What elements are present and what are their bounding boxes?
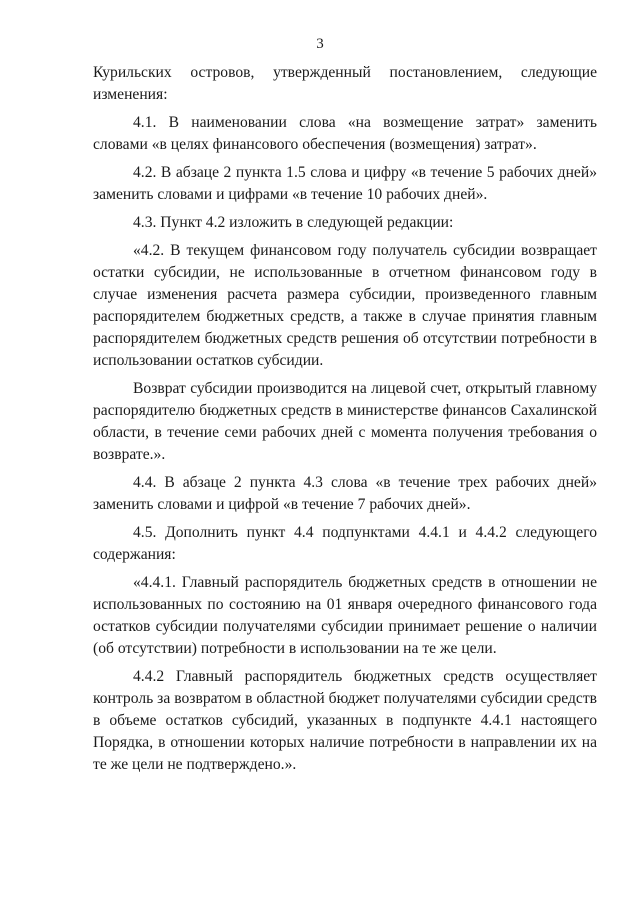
paragraph-intro: Курильских островов, утвержденный постановлением, следующие изменения: (93, 64, 597, 103)
paragraph-4-1: 4.1. В наименовании слова «на возмещение затрат» заменить словами «в целях финансового обеспечения (возмещения) затрат». (93, 114, 597, 153)
paragraph-4-4: 4.4. В абзаце 2 пункта 4.3 слова «в течение трех рабочих дней» заменить словами и цифрой «в течение 7 рабочих дней». (93, 474, 597, 513)
paragraph-4-4-2: 4.4.2 Главный распорядитель бюджетных средств осуществляет контроль за возвратом в областной бюджет получателями субсидии средств в объеме остатков субсидий, указанных в подпункте 4.4.1 настоящего Порядка, в отношении которых наличие потребности в направлении их на те же цели не подтверждено.». (93, 668, 597, 773)
paragraph-4-4-1: «4.4.1. Главный распорядитель бюджетных средств в отношении не использованных по состоянию на 01 января очередного финансового года остатков субсидии получателями субсидии принимает решение о наличии (об отсутствии) потребности в использовании на те же цели. (93, 574, 597, 657)
paragraph-refund: Возврат субсидии производится на лицевой счет, открытый главному распорядителю бюджетных средств в министерстве финансов Сахалинской области, в течение семи рабочих дней с момента получения требования о возврате.». (93, 380, 597, 463)
paragraph-4-5: 4.5. Дополнить пункт 4.4 подпунктами 4.4.1 и 4.4.2 следующего содержания: (93, 524, 597, 563)
paragraph-quoted-4-2: «4.2. В текущем финансовом году получатель субсидии возвращает остатки субсидии, не использованные в отчетном финансовом году в случае изменения расчета размера субсидии, произведенного главным распорядителем бюджетных средств, а также в случае принятия главным распорядителем бюджетных средств решения об отсутствии потребности в использовании остатков субсидии. (93, 242, 597, 369)
page-number: 3 (316, 36, 324, 52)
paragraph-4-2: 4.2. В абзаце 2 пункта 1.5 слова и цифру «в течение 5 рабочих дней» заменить словами и цифрами «в течение 10 рабочих дней». (93, 164, 597, 203)
document-body (93, 62, 597, 782)
paragraph-4-3: 4.3. Пункт 4.2 изложить в следующей редакции: (133, 214, 454, 231)
